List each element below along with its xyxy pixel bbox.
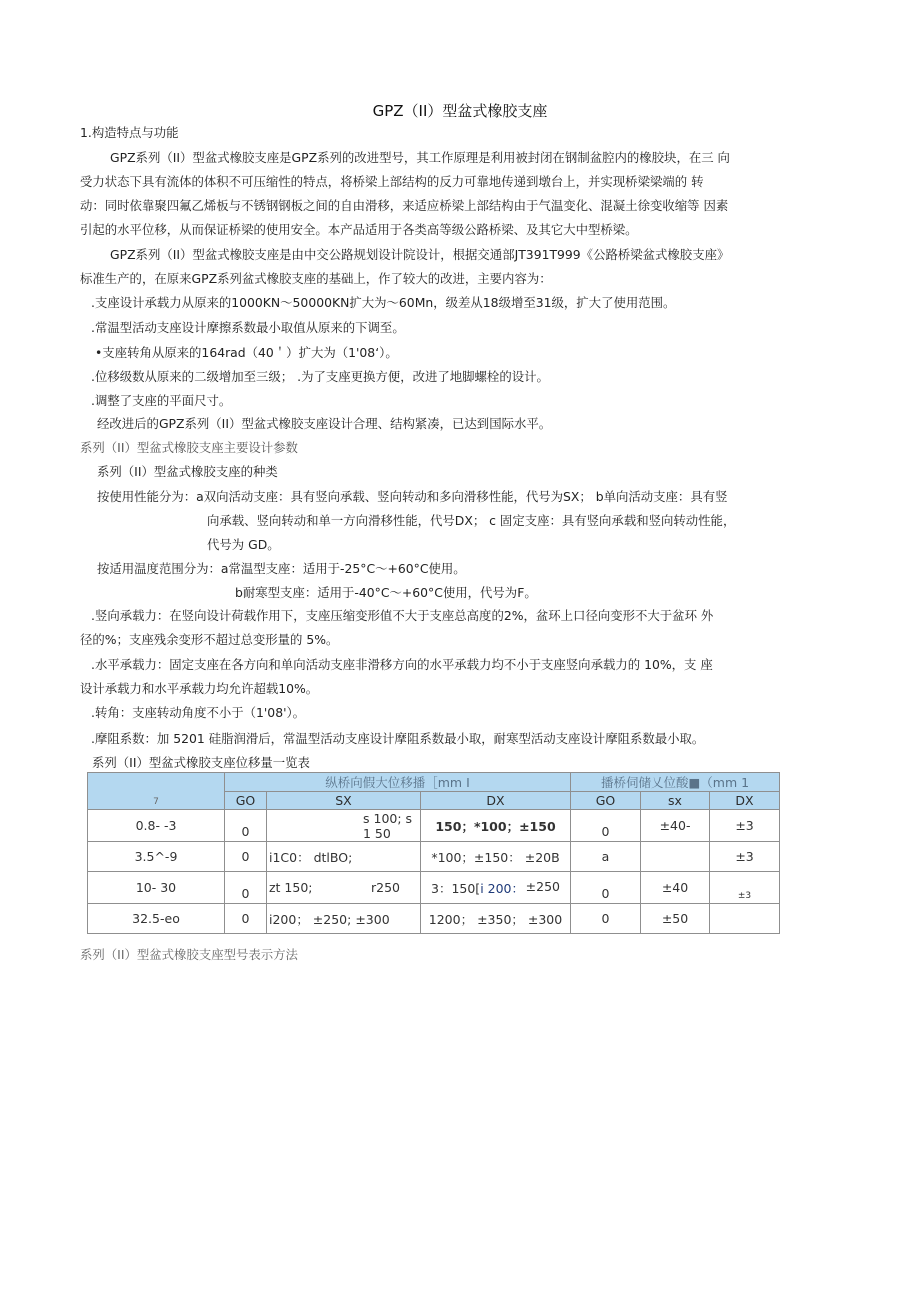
table-cell-part: 3：150[ — [431, 880, 481, 896]
paragraph-line: 标准生产的，在原来GPZ系列盆式橡胶支座的基础上，作了较大的改进，主要内容为： — [80, 271, 552, 286]
load-range-cell: 10- 30 — [88, 872, 225, 904]
table-row — [88, 842, 780, 872]
type-by-temp-line: 按适用温度范围分为：a常温型支座：适用于-25°C～+60°C使用。 — [97, 561, 466, 576]
table-cell-part: r250 — [371, 880, 400, 895]
paragraph-line: 受力状态下具有流体的体积不可压缩性的特点，将桥梁上部结构的反力可靠地传递到墩台上，并实现桥梁梁端的 转 — [80, 174, 704, 189]
column-header: GO — [225, 792, 267, 810]
type-by-use-line: 按使用性能分为：a双向活动支座：具有竖向承载、竖向转动和多向滑移性能，代号为SX； b单向活动支座：具有竖 — [97, 489, 728, 504]
table-row — [88, 904, 780, 934]
load-range-cell: 3.5^-9 — [88, 842, 225, 872]
horizontal-capacity-line: 设计承载力和水平承载力均允许超载10%。 — [80, 681, 319, 696]
rotation-spec: .转角：支座转动角度不小于（1'08'）。 — [91, 705, 306, 720]
section-heading-parameters: 系列（II）型盆式橡胶支座主要设计参数 — [80, 440, 298, 455]
section-heading-model-notation: 系列（II）型盆式橡胶支座型号表示方法 — [80, 947, 298, 962]
type-by-use-line: 向承载、竖向转动和单一方向滑移性能，代号DX； c 固定支座：具有竖向承载和竖向转动性能， — [207, 513, 736, 528]
table-cell: ±40 — [641, 872, 710, 904]
table-header-row — [88, 773, 780, 792]
table-cell: *100；±150： ±20B — [421, 842, 571, 872]
table-cell: ±40- — [641, 810, 710, 842]
document-title: GPZ（II）型盆式橡胶支座 — [372, 102, 548, 120]
table-caption: 系列（II）型盆式橡胶支座位移量一览表 — [92, 755, 310, 770]
table-cell: 0 — [571, 904, 641, 934]
longitudinal-group-header: 纵桥向假大位移播［mm I — [225, 773, 571, 792]
improvement-item: .位移级数从原来的二级增加至三级； .为了支座更换方便，改进了地脚螺栓的设计。 — [91, 369, 549, 384]
table-cell: 0 — [225, 872, 267, 904]
type-by-use-line: 代号为 GD。 — [207, 537, 280, 552]
displacement-table — [87, 772, 780, 934]
table-cell — [421, 872, 571, 904]
improvement-item: •支座转角从原来的164rad（40＇）扩大为（1'08‘）。 — [95, 345, 398, 360]
table-cell: ±50 — [641, 904, 710, 934]
table-cell — [267, 872, 421, 904]
table-cell: 0 — [225, 810, 267, 842]
transverse-group-header: 播桥伺储乂位酸■（mm 1 — [571, 773, 780, 792]
column-header: sx — [641, 792, 710, 810]
paragraph-line: GPZ系列（II）型盆式橡胶支座是由中交公路规划设计院设计，根据交通部JT391T999《公路桥梁盆式橡胶支座》 — [110, 247, 730, 262]
column-header: GO — [571, 792, 641, 810]
type-by-temp-line: b耐寒型支座：适用于-40°C～+60°C使用，代号为F。 — [235, 585, 537, 600]
table-row — [88, 810, 780, 842]
paragraph-line: 引起的水平位移，从而保证桥梁的使用安全。本产品适用于各类高等级公路桥梁、及其它大中型桥梁。 — [80, 222, 638, 237]
table-row — [88, 872, 780, 904]
vertical-capacity-line: .竖向承载力：在竖向设计荷载作用下，支座压缩变形值不大于支座总高度的2%，盆环上口径向变形不大于盆环 外 — [91, 608, 714, 623]
table-cell: 150；*100；±150 — [421, 810, 571, 842]
improvement-item: .调整了支座的平面尺寸。 — [91, 393, 232, 408]
table-cell-part: i 200： — [480, 880, 525, 896]
friction-spec: .摩阻系数：加 5201 硅脂润滑后，常温型活动支座设计摩阻系数最小取，耐寒型活动支座设计摩阻系数最小取。 — [91, 731, 705, 746]
horizontal-capacity-line: .水平承载力：固定支座在各方向和单向活动支座非滑移方向的水平承载力均不小于支座竖向承载力的 10%，支 座 — [91, 657, 713, 672]
improvement-conclusion: 经改进后的GPZ系列（II）型盆式橡胶支座设计合理、结构紧凑，已达到国际水平。 — [97, 416, 552, 431]
table-cell: ±3 — [710, 842, 780, 872]
table-cell: s 100; s 1 50 — [267, 810, 421, 842]
paragraph-line: GPZ系列（II）型盆式橡胶支座是GPZ系列的改进型号，其工作原理是利用被封闭在钢制盆腔内的橡胶块，在三 向 — [110, 150, 730, 165]
column-header: DX — [421, 792, 571, 810]
table-cell: 0 — [571, 872, 641, 904]
vertical-capacity-line: 径的%；支座残余变形不超过总变形量的 5%。 — [80, 632, 339, 647]
table-cell: ±3 — [710, 872, 780, 904]
table-cell-part: zt 150; — [269, 880, 313, 895]
table-cell: i1C0： dtlBO; — [267, 842, 421, 872]
table-cell: 1200； ±350； ±300 — [421, 904, 571, 934]
improvement-item: .支座设计承载力从原来的1000KN～50000KN扩大为～60Mn，级差从18级增至31级，扩大了使用范围。 — [91, 295, 676, 310]
table-cell: 0 — [571, 810, 641, 842]
subsection-heading-types: 系列（II）型盆式橡胶支座的种类 — [97, 464, 278, 479]
paragraph-line: 动：同时依靠聚四氟乙烯板与不锈钢钢板之间的自由滑移，来适应桥梁上部结构由于气温变化、混凝土徐变收缩等 因素 — [80, 198, 729, 213]
column-header: SX — [267, 792, 421, 810]
table-cell — [710, 904, 780, 934]
table-cell: ±3 — [710, 810, 780, 842]
column-header: DX — [710, 792, 780, 810]
load-range-cell: 0.8- -3 — [88, 810, 225, 842]
improvement-item: .常温型活动支座设计摩擦系数最小取值从原来的下调至。 — [91, 320, 405, 335]
table-cell: i200； ±250; ±300 — [267, 904, 421, 934]
table-cell: 0 — [225, 904, 267, 934]
table-cell — [641, 842, 710, 872]
table-cell: a — [571, 842, 641, 872]
section-heading-structure: 1.构造特点与功能 — [80, 125, 179, 140]
table-cell-part: ±250 — [525, 878, 561, 894]
table-cell: 0 — [225, 842, 267, 872]
load-range-cell: 32.5-eo — [88, 904, 225, 934]
table-corner-cell: 7 — [88, 773, 225, 810]
